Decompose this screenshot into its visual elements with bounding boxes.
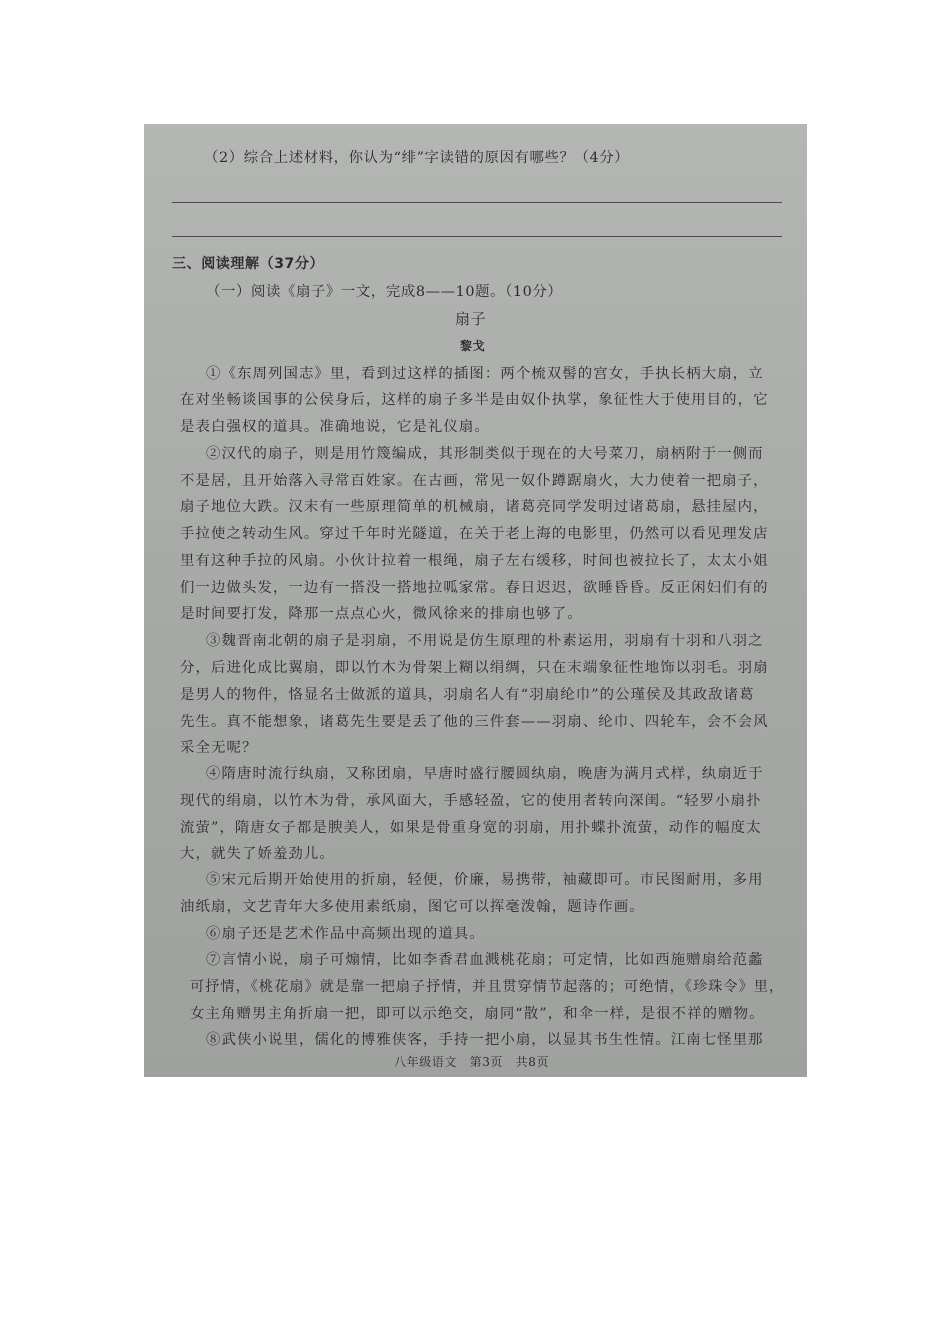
- section-subtitle: （一）阅读《扇子》一文，完成8——10题。（10分）: [206, 284, 563, 300]
- article-line: 在对坐畅谈国事的公侯身后，这样的扇子多半是由奴仆执掌，象征性大于使用目的，它: [180, 392, 769, 408]
- article-line: 分，后进化成比翼扇，即以竹木为骨架上糊以绢绸，只在末端象征性地饰以羽毛。羽扇: [180, 660, 769, 676]
- article-line: 大，就失了娇羞劲儿。: [180, 846, 335, 862]
- article-line: 手拉使之转动生风。穿过千年时光隧道，在关于老上海的电影里，仍然可以看见理发店: [180, 526, 769, 542]
- article-author: 黎戈: [460, 339, 486, 353]
- article-line: 是时间要打发，降那一点点心火，微风徐来的排扇也够了。: [180, 606, 583, 622]
- article-line: 不是居，且开始落入寻常百姓家。在古画，常见一奴仆蹲踞扇火，大力使着一把扇子，: [180, 473, 769, 489]
- article-line: ①《东周列国志》里，看到过这样的插图：两个梳双髻的宫女，手执长柄大扇，立: [206, 366, 764, 382]
- question-2-text: （2）综合上述材料，你认为“绯”字读错的原因有哪些？（4分）: [204, 150, 630, 166]
- article-line: 是男人的物件，恪显名士做派的道具，羽扇名人有“羽扇纶巾”的公瑾侯及其政敌诸葛: [180, 687, 755, 703]
- scanned-page: [144, 124, 807, 1077]
- article-line: 现代的绢扇，以竹木为骨，承风面大，手感轻盈，它的使用者转向深闺。“轻罗小扇扑: [180, 793, 762, 809]
- article-line: 可抒情，《桃花扇》就是靠一把扇子抒情，并且贯穿情节起落的；可绝情，《珍珠令》里，: [190, 979, 785, 995]
- page-footer: 八年级语文 第3页 共8页: [394, 1055, 550, 1069]
- section-title: 三、阅读理解（37分）: [172, 256, 325, 272]
- article-line: ⑥扇子还是艺术作品中高频出现的道具。: [206, 926, 485, 942]
- article-line: ⑧武侠小说里，儒化的博雅侠客，手持一把小扇，以显其书生性情。江南七怪里那: [206, 1032, 764, 1048]
- article-line: 女主角赠男主角折扇一把，即可以示绝交，扇同“散”，和伞一样，是很不祥的赠物。: [190, 1006, 765, 1022]
- article-title: 扇子: [455, 310, 487, 328]
- answer-line-2: [172, 236, 782, 237]
- article-line: ④隋唐时流行纨扇，又称团扇，早唐时盛行腰圆纨扇，晚唐为满月式样，纨扇近于: [206, 766, 764, 782]
- article-line: ⑦言情小说，扇子可煽情，比如李香君血溅桃花扇；可定情，比如西施赠扇给范蠡: [206, 952, 764, 968]
- article-line: 先生。真不能想象，诸葛先生要是丢了他的三件套——羽扇、纶巾、四轮车，会不会风: [180, 714, 769, 730]
- article-line: 们一边做头发，一边有一搭没一搭地拉呱家常。春日迟迟，欲睡昏昏。反正闲妇们有的: [180, 580, 769, 596]
- article-line: 扇子地位大跌。汉末有一些原理简单的机械扇，诸葛亮同学发明过诸葛扇，悬挂屋内，: [180, 499, 769, 515]
- article-line: 油纸扇，文艺青年大多使用素纸扇，图它可以挥毫泼翰，题诗作画。: [180, 899, 645, 915]
- article-line: 里有这种手拉的风扇。小伙计拉着一根绳，扇子左右缓移，时间也被拉长了，太太小姐: [180, 553, 769, 569]
- article-line: 流萤”，隋唐女子都是腴美人，如果是骨重身宽的羽扇，用扑蝶扑流萤，动作的幅度太: [180, 820, 762, 836]
- article-line: 是表白强权的道具。准确地说，它是礼仪扇。: [180, 419, 490, 435]
- article-line: 采全无呢？: [180, 740, 258, 756]
- article-line: ②汉代的扇子，则是用竹篾编成，其形制类似于现在的大号菜刀，扇柄附于一侧而: [206, 446, 764, 462]
- article-line: ⑤宋元后期开始使用的折扇，轻便，价廉，易携带，袖藏即可。市民图耐用，多用: [206, 872, 764, 888]
- answer-line-1: [172, 202, 782, 203]
- article-line: ③魏晋南北朝的扇子是羽扇，不用说是仿生原理的朴素运用，羽扇有十羽和八羽之: [206, 633, 764, 649]
